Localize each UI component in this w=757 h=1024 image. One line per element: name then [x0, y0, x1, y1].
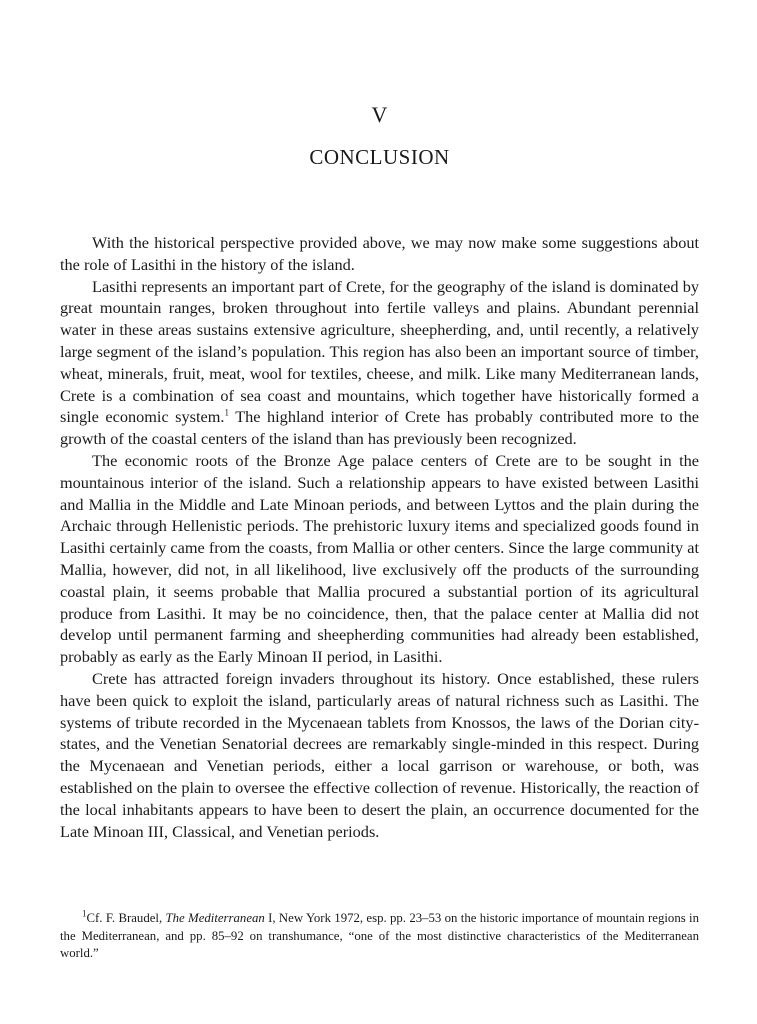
paragraph-2-text: Lasithi represents an important part of Crete, for the geography of the island is dominated by great mountain ranges, broken throughout into fertile valleys and plains. Abundant perennial water in these areas sustains extensive agriculture, sheepherding, and, until recently, a relatively large segment of the island’s population. This region has also been an important source of timber, wheat, minerals, fruit, meat, wool for textiles, cheese, and milk. Like many Mediterranean lands, Crete is a combination of sea coast and mountains, which together have historically formed a single economic system. — [60, 276, 699, 427]
chapter-number: V — [371, 102, 388, 127]
paragraph-2-continued: The highland interior of Crete has probably contributed more to the growth of the coastal centers of the island than has previously been recognized. — [60, 407, 699, 449]
footnote-rest: I, New York 1972, esp. pp. 23–53 on the historic importance of mountain regions in the Mediterranean, and pp. 85–92 on transhumance, “one of the most distinctive characteristics of the Mediterranean world.” — [60, 911, 699, 960]
paragraph-2 — [60, 276, 699, 450]
footnote — [60, 910, 699, 963]
footnote-lead: Cf. F. Braudel, — [86, 911, 166, 925]
chapter-title: CONCLUSION — [309, 145, 450, 169]
footnote-reference[interactable]: 1 — [224, 407, 229, 418]
paragraph-1: With the historical perspective provided above, we may now make some suggestions about the role of Lasithi in the history of the island. — [60, 233, 699, 274]
footnote-marker: 1 — [82, 908, 87, 919]
footnote-book-title: The Mediterranean — [165, 911, 265, 925]
footnote-1 — [60, 910, 699, 963]
paragraph-4: Crete has attracted foreign invaders throughout its history. Once established, these rulers have been quick to exploit the island, particularly areas of natural richness such as Lasithi. The systems of tribute recorded in the Mycenaean tablets from Knossos, the laws of the Dorian city-states, and the Venetian Senatorial decrees are remarkably single-minded in this respect. During the Mycenaean and Venetian periods, either a local garrison or warehouse, or both, was established on the plain to oversee the effective collection of revenue. Historically, the reaction of the local inhabitants appears to have been to desert the plain, an occurrence documented for the Late Minoan III, Classical, and Venetian periods. — [60, 668, 699, 841]
body-text — [60, 232, 699, 842]
paragraph-3: The economic roots of the Bronze Age palace centers of Crete are to be sought in the mountainous interior of the island. Such a relationship appears to have existed between Lasithi and Mallia in the Middle and Late Minoan periods, and between Lyttos and the plain during the Archaic through Hellenistic periods. The prehistoric luxury items and specialized goods found in Lasithi certainly came from the coasts, from Mallia or other centers. Since the large community at Mallia, however, did not, in all likelihood, live exclusively off the products of the surrounding coastal plain, it seems probable that Mallia procured a substantial portion of its agricultural produce from Lasithi. It may be no coincidence, then, that the palace center at Mallia did not develop until permanent farming and sheepherding communities had already been established, probably as early as the Early Minoan II period, in Lasithi. — [60, 450, 699, 667]
